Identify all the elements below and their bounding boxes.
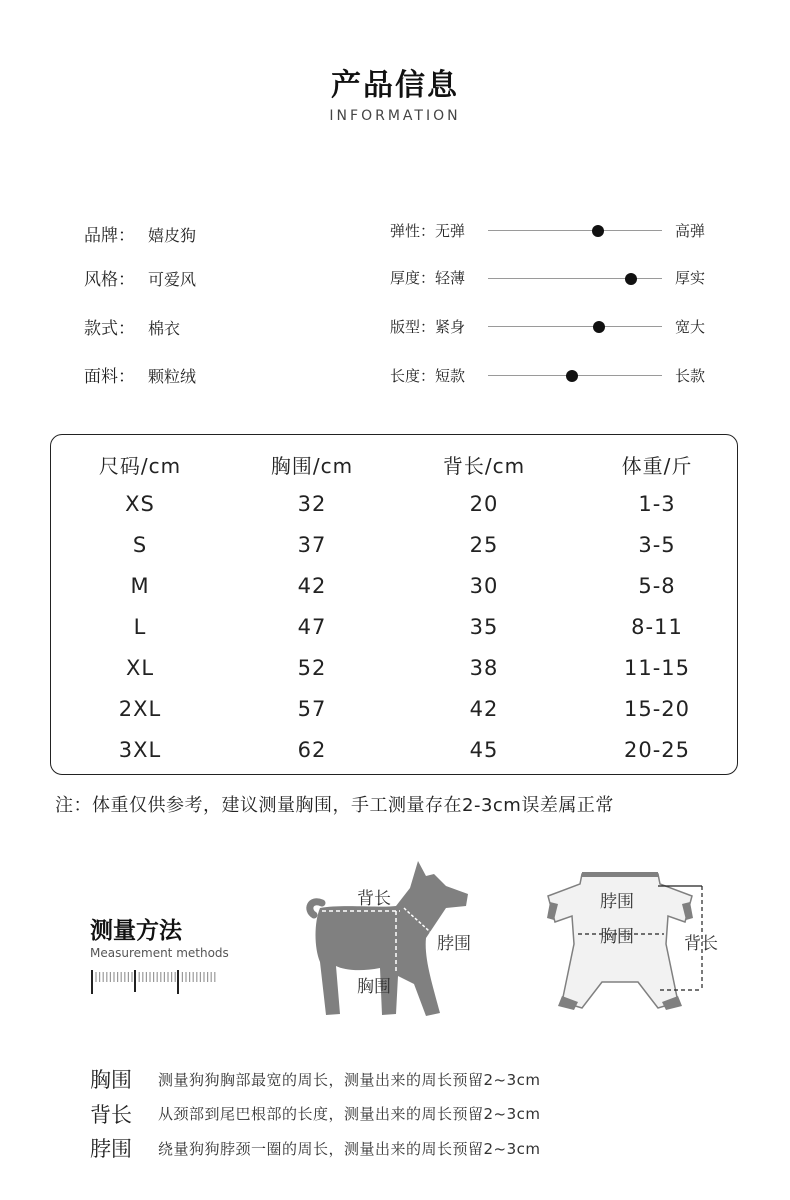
attr-elasticity-track [488,230,662,231]
table-cell: 5-8 [638,574,676,598]
property-value: 颗粒绒 [148,367,197,386]
definition-text: 测量狗狗胸部最宽的周长，测量出来的周长预留2~3cm [158,1071,541,1089]
size-note: 注：体重仅供参考，建议测量胸围，手工测量存在2-3cm误差属正常 [55,795,614,816]
property-value: 棉衣 [148,319,181,338]
table-cell: M [130,574,150,598]
definition-term: 背长 [90,1103,132,1127]
table-header-cell: 体重/斤 [621,454,693,478]
attr-fit-label: 版型：紧身 [390,318,466,336]
garment-chest-label: 胸围 [600,927,634,947]
definition-term: 脖围 [90,1137,132,1161]
table-cell: 37 [297,533,327,557]
page-title: 产品信息 [331,68,459,103]
table-cell: 45 [469,738,499,762]
table-cell: 11-15 [623,656,691,680]
attr-fit-high: 宽大 [675,318,706,336]
method-subtitle: Measurement methods [90,946,229,960]
table-cell: L [133,615,147,639]
garment-back-label: 背长 [684,934,718,954]
attr-thickness-dot [625,273,637,285]
attr-length-label: 长度：短款 [390,367,466,385]
table-cell: 3-5 [638,533,676,557]
table-cell: 15-20 [623,697,691,721]
table-cell: 20-25 [623,738,691,762]
table-cell: 35 [469,615,499,639]
property-label: 风格： [84,270,135,290]
table-cell: XS [125,492,155,516]
size-table [50,434,738,775]
table-cell: 1-3 [638,492,676,516]
table-cell: 20 [469,492,499,516]
property-label: 款式： [84,319,135,339]
attr-elasticity-high: 高弹 [675,222,706,240]
property-label: 面料： [84,367,135,387]
dog-neck-label: 脖围 [437,934,471,954]
table-cell: 42 [297,574,327,598]
definition-text: 绕量狗狗脖颈一圈的周长，测量出来的周长预留2~3cm [158,1140,541,1158]
property-fabric [84,362,196,387]
definition-text: 从颈部到尾巴根部的长度，测量出来的周长预留2~3cm [158,1105,541,1123]
table-cell: 42 [469,697,499,721]
property-value: 可爱风 [148,270,197,289]
table-cell: 62 [297,738,327,762]
dog-chest-label: 胸围 [357,977,391,997]
table-cell: 47 [297,615,327,639]
attr-thickness-label: 厚度：轻薄 [390,269,466,287]
table-cell: 8-11 [631,615,683,639]
table-header-cell: 尺码/cm [98,454,182,478]
definition-term: 胸围 [90,1068,132,1092]
property-style [84,265,196,290]
attr-fit-dot [593,321,605,333]
table-cell: 30 [469,574,499,598]
table-header-cell: 背长/cm [442,454,526,478]
table-cell: XL [125,656,155,680]
table-header-cell: 胸围/cm [270,454,354,478]
property-value: 嬉皮狗 [148,226,197,245]
table-cell: 32 [297,492,327,516]
attr-elasticity-label: 弹性：无弹 [390,222,466,240]
table-cell: 52 [297,656,327,680]
attr-length-high: 长款 [675,367,706,385]
property-type [84,314,180,339]
table-cell: 38 [469,656,499,680]
method-title: 测量方法 [90,918,182,944]
dog-back-label: 背长 [357,889,391,909]
property-brand [84,221,196,246]
table-cell: 57 [297,697,327,721]
attr-thickness-high: 厚实 [675,269,706,287]
property-label: 品牌： [84,226,135,246]
attr-elasticity-dot [592,225,604,237]
attr-fit-track [488,326,662,327]
table-cell: 3XL [118,738,162,762]
table-cell: S [132,533,148,557]
garment-neck-label: 脖围 [600,892,634,912]
table-cell: 25 [469,533,499,557]
ruler-icon [90,968,220,996]
attr-length-dot [566,370,578,382]
page-subtitle: INFORMATION [329,108,461,124]
table-cell: 2XL [118,697,162,721]
